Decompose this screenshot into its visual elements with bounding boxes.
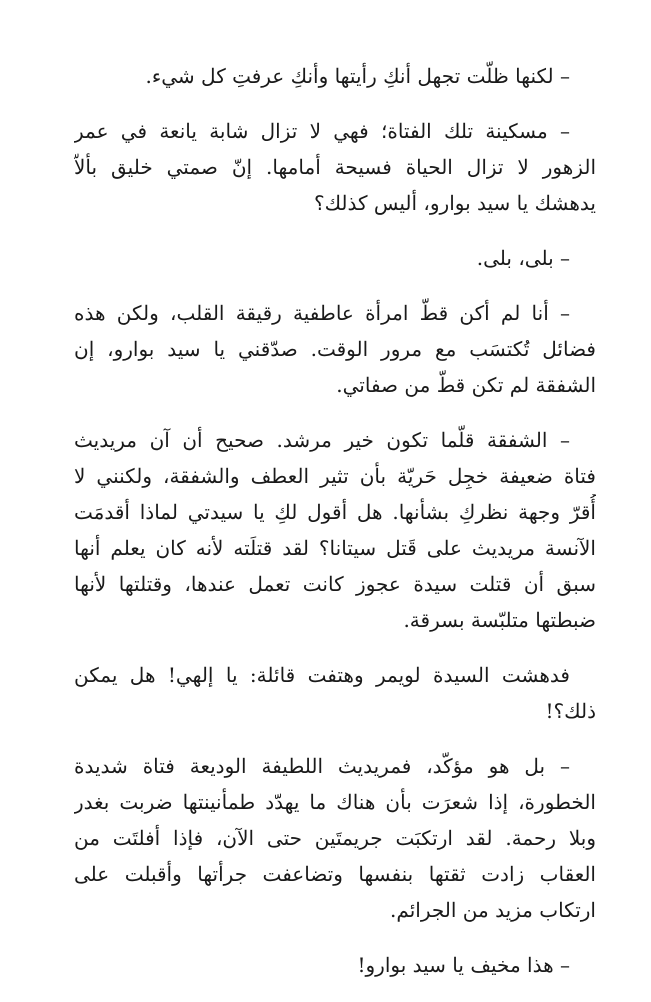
text-line: ارتكاب مزيد من الجرائم.	[390, 898, 596, 922]
text-line: فتاة ضعيفة خجِل حَريّة بأن تثير العطف والشفقة، ولكنني لا	[74, 464, 596, 488]
text-line: أُقرّ وجهة نظركِ بشأنها. هل أقول لكِ يا سيدتي لماذا أقدمَت	[74, 500, 596, 524]
paragraph	[74, 240, 596, 276]
text-line: – لكنها ظلّت تجهل أنكِ رأيتها وأنكِ عرفتِ كل شيء.	[145, 64, 570, 88]
book-page	[74, 58, 596, 1002]
text-line: – مسكينة تلك الفتاة؛ فهي لا تزال شابة يانعة في عمر	[74, 119, 570, 143]
text-line: – الشفقة قلّما تكون خير مرشد. صحيح أن آن مريديث	[74, 428, 570, 452]
paragraph	[74, 113, 596, 221]
text-line: الخطورة، إذا شعرَت بأن هناك ما يهدّد طمأنينتها ضربت بغدر	[74, 790, 596, 814]
paragraph	[74, 657, 596, 729]
text-line: الآنسة مريديث على قَتل سيتانا؟ لقد قتلَته لأنه كان يعلم أنها	[74, 536, 596, 560]
paragraph	[74, 748, 596, 928]
text-line: – أنا لم أكن قطّ امرأة عاطفية رقيقة القلب، ولكن هذه	[74, 301, 570, 325]
text-line: – بلى، بلى.	[476, 246, 570, 270]
text-line: ضبطتها متلبّسة بسرقة.	[403, 608, 596, 632]
text-line: فدهشت السيدة لويمر وهتفت قائلة: يا إلهي! هل يمكن	[74, 663, 570, 687]
text-line: فضائل تُكتسَب مع مرور الوقت. صدّقني يا سيد بوارو، إن	[74, 337, 596, 361]
text-line: وبلا رحمة. لقد ارتكبَت جريمتَين حتى الآن، فإذا أفلتَت من	[74, 826, 596, 850]
text-line: يدهشك يا سيد بوارو، أليس كذلك؟	[313, 191, 596, 215]
text-line: ذلك؟!	[545, 699, 596, 723]
text-line: الزهور لا تزال الحياة فسيحة أمامها. إنّ صمتي خليق بألاّ	[74, 155, 596, 179]
text-line: العقاب زادت ثقتها بنفسها وتضاعفت جرأتها وأقبلت على	[74, 862, 596, 886]
text-line: سبق أن قتلت سيدة عجوز كانت تعمل عندها، وقتلتها لأنها	[74, 572, 596, 596]
paragraph	[74, 58, 596, 94]
paragraph	[74, 947, 596, 983]
text-line: – هذا مخيف يا سيد بوارو!	[357, 953, 570, 977]
paragraph	[74, 295, 596, 403]
text-line: – بل هو مؤكّد، فمريديث اللطيفة الوديعة فتاة شديدة	[74, 754, 570, 778]
text-line: الشفقة لم تكن قطّ من صفاتي.	[336, 373, 596, 397]
paragraph	[74, 422, 596, 638]
